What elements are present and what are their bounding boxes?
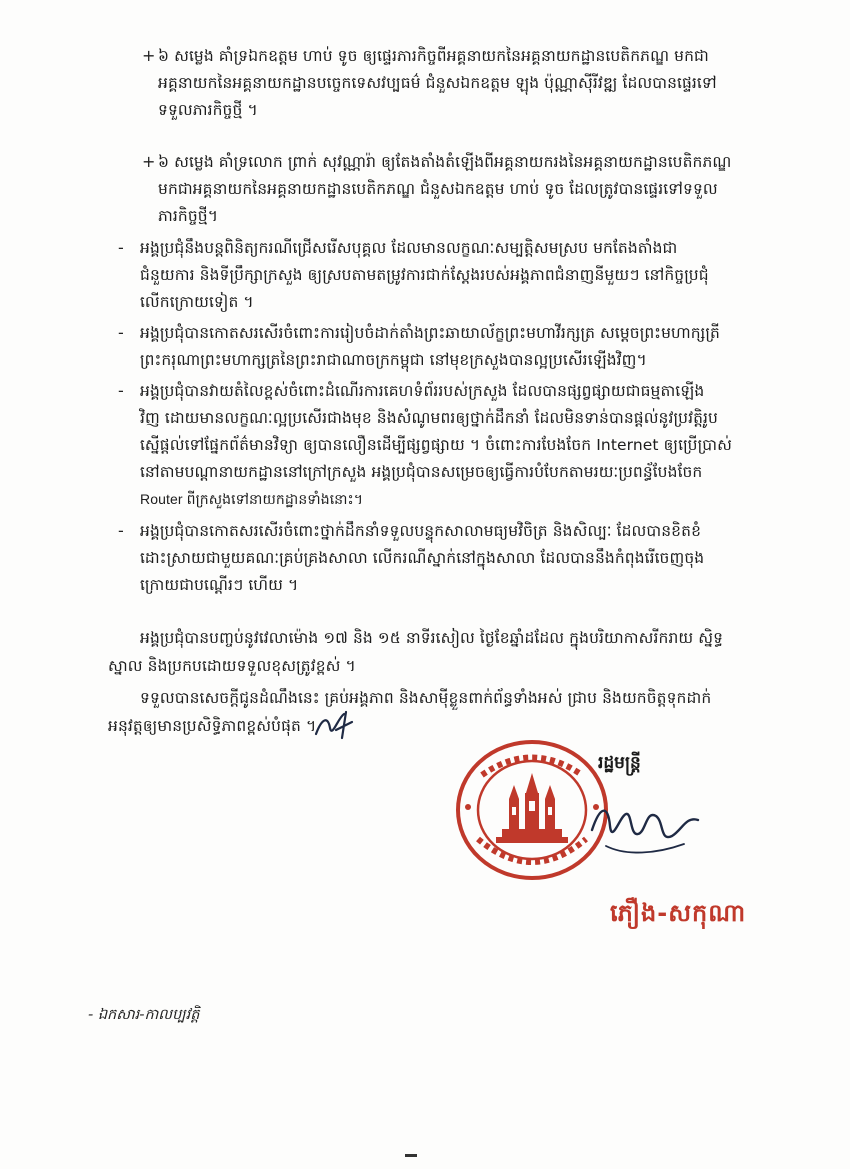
text-line: ៦ សម្លេង គាំទ្រឯកឧត្តម ហាប់ ទូច ឲ្យផ្ទេរភារកិច្ចពីអគ្គនាយកនៃអគ្គនាយកដ្ឋានបេតិកភណ្ឌ មកជា xyxy=(158,47,709,65)
handwritten-initial-icon xyxy=(312,708,358,744)
text-line: នៅតាមបណ្តានាយកដ្ឋាននៅក្រៅក្រសួង អង្គប្រជុំបានសម្រេចឲ្យធ្វើការបំបែកតាមរយៈប្រពន្ធ័បែងចែក xyxy=(140,463,703,481)
plus-marker: + xyxy=(142,46,156,65)
text-line: អង្គប្រជុំនឹងបន្តពិនិត្យករណីជ្រើសរើសបុគ្គល ដែលមានលក្ខណៈសម្បត្តិសមស្រប មកតែងតាំងជា xyxy=(140,239,678,257)
text-line: វិញ ដោយមានលក្ខណៈល្អប្រសើរជាងមុខ និងសំណូមពរឲ្យថ្នាក់ដឹកនាំ ដែលមិនទាន់បានផ្តល់នូវប្រវត្តិរូប xyxy=(140,409,718,427)
dash-marker: - xyxy=(118,238,124,257)
text-line: ជំនួយការ និងទីប្រឹក្សាក្រសួង ឲ្យស្របតាមតម្រូវការជាក់ស្តែងរបស់អង្គភាពជំនាញនីមួយៗ នៅកិច្ចប្រជុំ xyxy=(140,266,709,284)
text-line: ដោះស្រាយជាមួយគណៈគ្រប់គ្រងសាលា លើករណីស្នាក់នៅក្នុងសាលា ដែលបាននឹងកំពុងរើចេញចុង xyxy=(140,549,705,567)
closing-paragraph-line: ទទួលបានសេចក្តីជូនដំណឹងនេះ គ្រប់អង្គភាព និងសាម៉ីខ្លួនពាក់ព័ន្ធទាំងអស់ ជ្រាប និងយកចិត្តទុកដាក់ xyxy=(140,689,712,707)
text-line: Router ពីក្រសួងទៅនាយកដ្ឋានទាំងនោះ។ xyxy=(140,491,364,507)
signoff-title: រដ្ឋមន្ត្រី xyxy=(598,753,641,773)
closing-paragraph-line: ស្នាល និងប្រកបដោយទទួលខុសត្រូវខ្ពស់ ។ xyxy=(108,657,356,675)
text-line: មកជាអគ្គនាយកនៃអគ្គនាយកដ្ឋានបេតិកភណ្ឌ ជំនួសឯកឧត្តម ហាប់ ទូច ដែលត្រូវបានផ្ទេរទៅទទួល xyxy=(158,180,718,198)
signer-name: ភឿង-សកុណា xyxy=(610,899,747,927)
signature-icon xyxy=(586,786,706,866)
text-line: ក្រោយជាបណ្តើរៗ ហើយ ។ xyxy=(140,576,299,594)
closing-paragraph-line: អនុវត្តឲ្យមានប្រសិទ្ធិភាពខ្ពស់បំផុត ។ xyxy=(108,717,317,735)
closing-paragraph-line: អង្គប្រជុំបានបញ្ចប់នូវវេលាម៉ោង ១៧ និង ១៥ នាទីរសៀល ថ្ងៃខែឆ្នាំដដែល ក្នុងបរិយាកាសរីករាយ ស្និទ្ធ xyxy=(140,629,724,647)
dash-marker: - xyxy=(118,323,124,342)
page-mark xyxy=(405,1154,417,1157)
text-line: ៦ សម្លេង គាំទ្រលោក ព្រាក់ សុវណ្ណារ៉ា ឲ្យតែងតាំងតំឡើងពីអគ្គនាយករងនៃអគ្គនាយកដ្ឋានបេតិកភណ្ឌ xyxy=(158,153,732,171)
plus-marker: + xyxy=(142,152,156,171)
text-line: អគ្គនាយកនៃអគ្គនាយកដ្ឋានបច្ចេកទេសវប្បធម៌ ជំនួសឯកឧត្តម ឡុង ប៉ុណ្ណាស៊ីរីវឌ្ឍ ដែលបានផ្ទេរទៅ xyxy=(158,74,717,92)
dash-marker: - xyxy=(118,521,124,540)
text-line: ព្រះករុណាព្រះមហាក្សត្រនៃព្រះរាជាណាចក្រកម្ពុជា នៅមុខក្រសួងបានល្អប្រសើរឡើងវិញ។ xyxy=(140,351,647,369)
text-line: ទទួលភារកិច្ចថ្មី ។ xyxy=(158,101,258,119)
text-line: ស្នើផ្តល់ទៅផ្នែកព័ត៌មានវិទ្យា ឲ្យបានលឿនដើម្បីផ្សព្វផ្សាយ ។ ចំពោះការបែងចែក Internet ឲ្យប្រើប្រាស់ xyxy=(140,436,732,454)
text-line: អង្គប្រជុំបានកោតសរសើរចំពោះការរៀបចំដាក់តាំងព្រះឆាយាល័ក្ខព្រះមហាវីរក្សត្រ សម្តេចព្រះមហាក្សត្រី xyxy=(140,324,720,342)
footer-note: - ឯកសារ-កាលប្បវត្តិ xyxy=(88,1007,200,1023)
text-line: លើកក្រោយទៀត ។ xyxy=(140,293,254,311)
dash-marker: - xyxy=(118,381,124,400)
text-line: ភារកិច្ចថ្មី។ xyxy=(158,207,219,225)
text-line: អង្គប្រជុំបានកោតសរសើរចំពោះថ្នាក់ដឹកនាំទទួលបន្ទុកសាលាមធ្យមវិចិត្រ និងសិល្បៈ ដែលបានខិតខំ xyxy=(140,522,702,540)
text-line: អង្គប្រជុំបានវាយតំលៃខ្ពស់ចំពោះដំណើរការគេហទំព័ររបស់ក្រសួង ដែលបានផ្សព្វផ្សាយជាធម្មតាឡើង xyxy=(140,382,705,400)
